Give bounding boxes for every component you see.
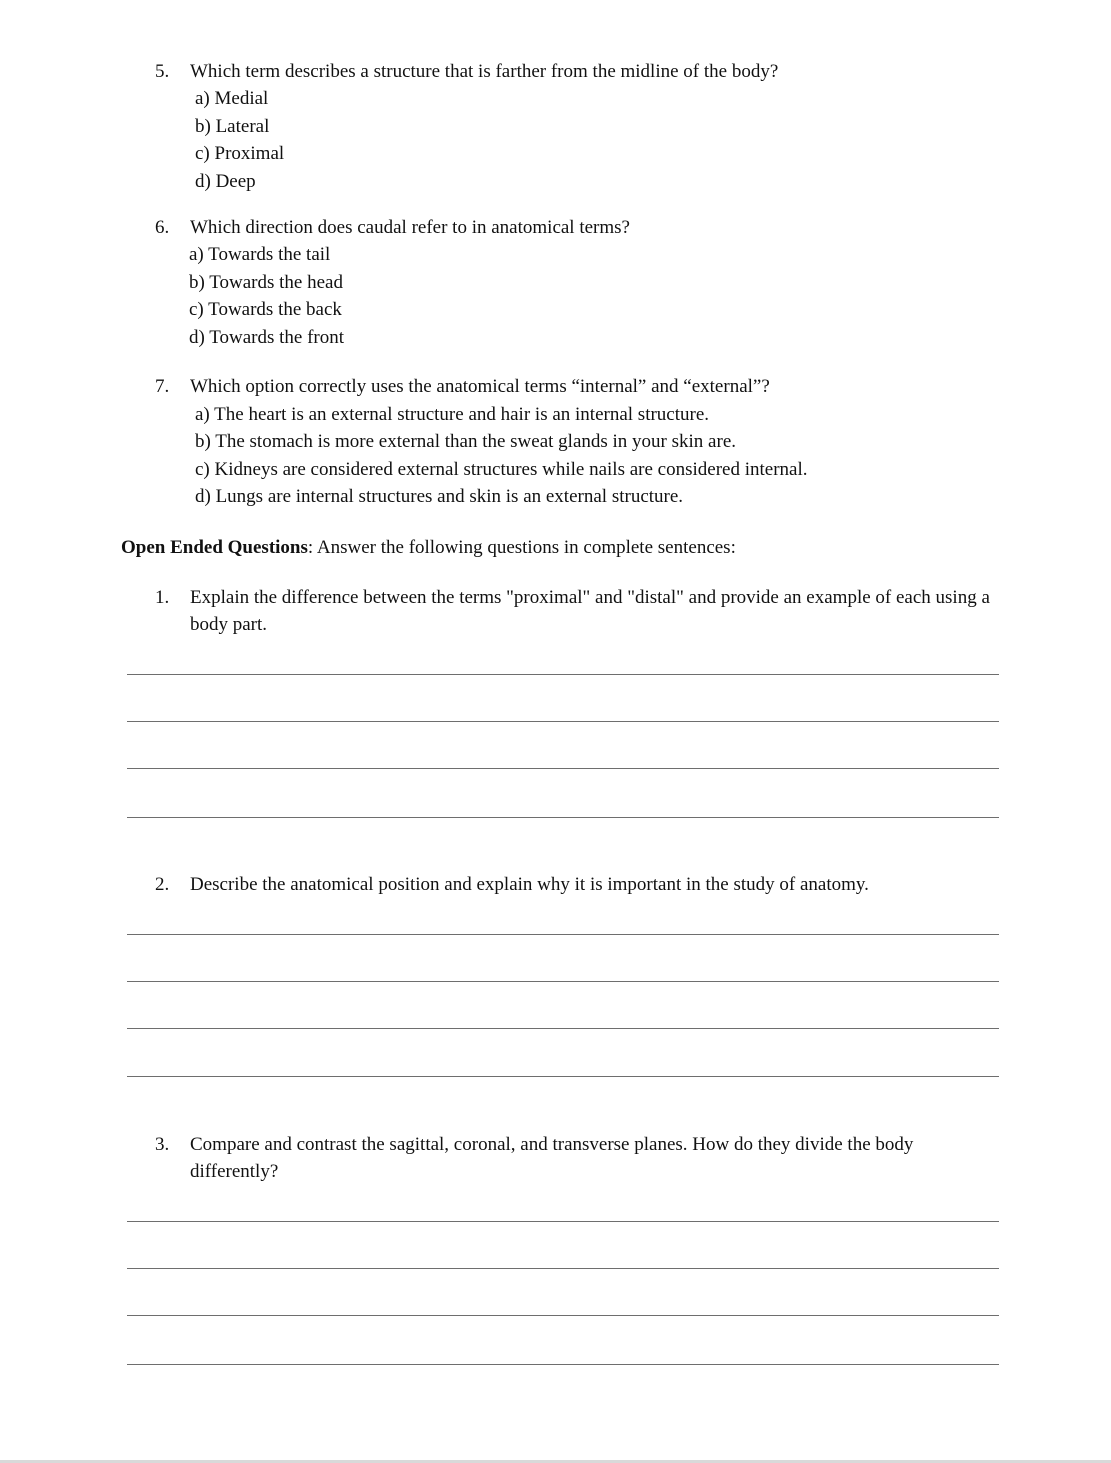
question-5-option-c: c) Proximal bbox=[195, 143, 285, 164]
open-question-2-number: 2. bbox=[155, 874, 170, 895]
open-question-1-text: Explain the difference between the terms "proximal" and "distal" and provide an example of each using a body part. bbox=[190, 587, 990, 635]
question-6-option-b: b) Towards the head bbox=[189, 272, 343, 293]
answer-line[interactable] bbox=[127, 768, 999, 769]
open-question-3-text: Compare and contrast the sagittal, coronal, and transverse planes. How do they divide the body differently? bbox=[190, 1134, 914, 1182]
open-question-3-number: 3. bbox=[155, 1134, 170, 1155]
answer-line[interactable] bbox=[127, 981, 999, 982]
question-5-option-d: d) Deep bbox=[195, 171, 256, 192]
question-7-option-a: a) The heart is an external structure and hair is an internal structure. bbox=[195, 404, 710, 425]
open-ended-instruction: : Answer the following questions in complete sentences: bbox=[307, 537, 736, 558]
question-7-option-c: c) Kidneys are considered external structures while nails are considered internal. bbox=[195, 459, 808, 480]
question-6-option-d: d) Towards the front bbox=[189, 327, 345, 348]
answer-line[interactable] bbox=[127, 721, 999, 722]
question-5-option-b: b) Lateral bbox=[195, 116, 270, 137]
question-7-option-d: d) Lungs are internal structures and skin is an external structure. bbox=[195, 486, 684, 507]
question-6-text: Which direction does caudal refer to in anatomical terms? bbox=[190, 217, 630, 238]
answer-line[interactable] bbox=[127, 934, 999, 935]
open-question-1-number: 1. bbox=[155, 587, 170, 608]
question-5-number: 5. bbox=[155, 61, 170, 82]
question-7-number: 7. bbox=[155, 376, 170, 397]
answer-line[interactable] bbox=[127, 1364, 999, 1365]
answer-line[interactable] bbox=[127, 1076, 999, 1077]
question-7-text: Which option correctly uses the anatomical terms “internal” and “external”? bbox=[190, 376, 770, 397]
question-6-option-a: a) Towards the tail bbox=[189, 244, 331, 265]
question-6-option-c: c) Towards the back bbox=[189, 299, 342, 320]
answer-line[interactable] bbox=[127, 817, 999, 818]
open-question-2-text: Describe the anatomical position and explain why it is important in the study of anatomy. bbox=[190, 874, 869, 895]
answer-line[interactable] bbox=[127, 1315, 999, 1316]
question-7-option-b: b) The stomach is more external than the sweat glands in your skin are. bbox=[195, 431, 736, 452]
answer-line[interactable] bbox=[127, 674, 999, 675]
answer-line[interactable] bbox=[127, 1268, 999, 1269]
open-ended-heading bbox=[121, 537, 736, 559]
answer-line[interactable] bbox=[127, 1221, 999, 1222]
question-6-number: 6. bbox=[155, 217, 170, 238]
answer-line[interactable] bbox=[127, 1028, 999, 1029]
question-5-text: Which term describes a structure that is farther from the midline of the body? bbox=[190, 61, 779, 82]
open-ended-heading-title: Open Ended Questions bbox=[121, 537, 308, 558]
question-5-option-a: a) Medial bbox=[195, 88, 269, 109]
